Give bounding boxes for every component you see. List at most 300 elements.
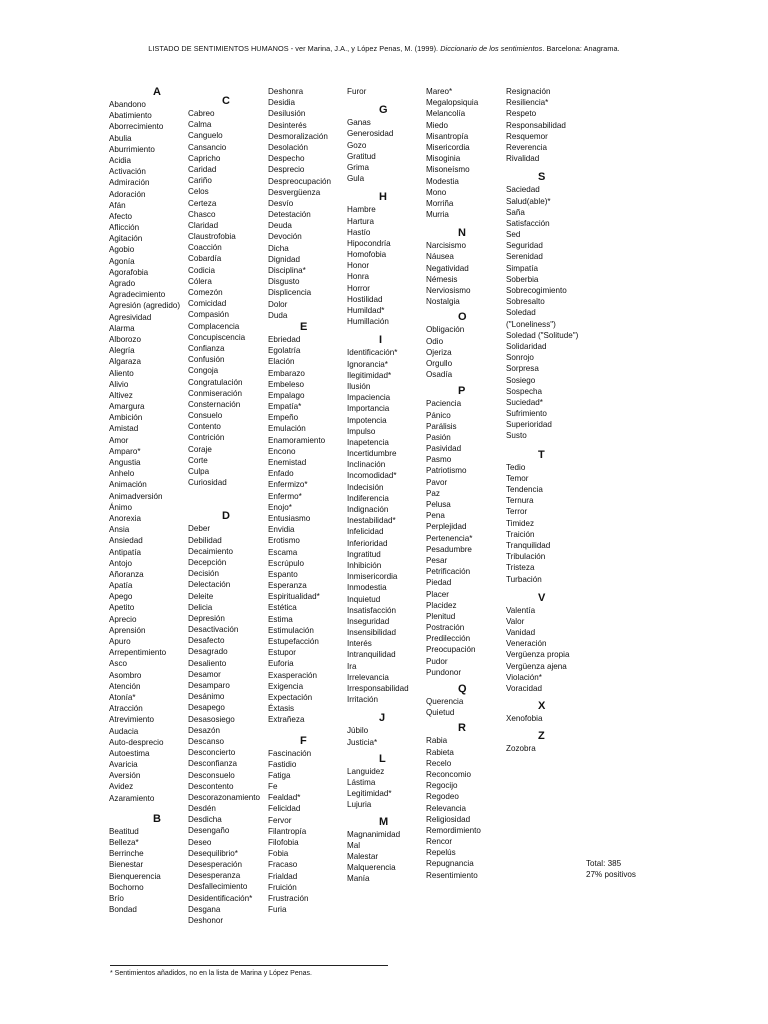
feeling-entry: Caridad [188, 164, 217, 174]
feeling-entry: Susto [506, 431, 527, 441]
feeling-entry: Autoestima [109, 748, 150, 758]
feeling-entry: Valentía [506, 605, 536, 615]
feeling-entry: Suciedad* [506, 397, 543, 407]
feeling-entry: Filofobia [268, 838, 299, 847]
feeling-entry: Encono [268, 446, 296, 456]
feeling-entry: Desamparo [188, 681, 230, 690]
feeling-entry: Inclinación [347, 460, 386, 470]
feeling-entry: Vergüenza propia [506, 650, 570, 660]
feeling-entry: Manía [347, 874, 370, 884]
feeling-entry: Ternura [506, 496, 534, 506]
feeling-entry: Beatitud [109, 826, 139, 836]
feeling-entry: Fastidio [268, 759, 297, 769]
feeling-entry: Honor [347, 261, 370, 271]
feeling-entry: Honra [347, 272, 370, 282]
feeling-entry: Animadversión [109, 491, 163, 501]
feeling-entry: Enfermizo* [268, 480, 308, 490]
feeling-entry: Relevancia [426, 803, 467, 813]
feeling-entry: Furia [268, 905, 287, 915]
feeling-entry: Solidaridad [506, 341, 547, 351]
feeling-entry: Impotencia [347, 415, 387, 425]
feeling-entry: Resignación [506, 87, 551, 96]
feeling-entry: Bochorno [109, 882, 144, 892]
feeling-entry: Irresponsabilidad [347, 684, 409, 693]
feeling-entry: Modestia [426, 176, 459, 186]
section-letter-m: M [379, 815, 389, 828]
section-letter-f: F [300, 734, 307, 747]
feeling-entry: Desprecio [268, 165, 305, 175]
feeling-entry: Misoginia [426, 154, 461, 164]
feeling-entry: Ilusión [347, 381, 371, 391]
section-letter-t: T [538, 448, 545, 461]
feeling-entry: Amistad [109, 424, 139, 434]
feeling-entry: Embeleso [268, 379, 304, 389]
feeling-entry: Reconcomio [426, 769, 471, 779]
feeling-entry: Emulación [268, 424, 306, 434]
feeling-entry: Furor [347, 87, 367, 96]
feeling-entry: Ebriedad [268, 334, 301, 344]
feeling-entry: Lujuria [347, 800, 372, 810]
feeling-entry: Desesperanza [188, 871, 241, 881]
feeling-entry: Avidez [109, 782, 134, 792]
feeling-entry: Predilección [426, 634, 471, 644]
feeling-entry: Azaramiento [109, 793, 155, 803]
section-spacer [506, 442, 578, 449]
feeling-entry: Inferioridad [347, 538, 388, 548]
feeling-entry: Megalopsiquia [426, 98, 479, 108]
feeling-entry: Estimulación [268, 625, 314, 635]
feeling-entry: Dignidad [268, 254, 300, 264]
feeling-entry: Codicia [188, 265, 215, 275]
feeling-entry: Desasosiego [188, 714, 235, 724]
feeling-entry: Complacencia [188, 321, 240, 331]
feeling-entry: Fealdad* [268, 793, 301, 803]
feeling-entry: Cariño [188, 176, 212, 186]
feeling-entry: Desfallecimiento [188, 882, 248, 892]
feeling-entry: Pasmo [426, 455, 452, 465]
feeling-entry: ("Loneliness") [506, 319, 556, 329]
feeling-entry: Querencia [426, 697, 464, 706]
section-letter-d: D [222, 510, 230, 523]
feeling-entry: Tribulación [506, 552, 546, 562]
section-spacer [188, 86, 260, 95]
feeling-entry: Agradecimiento [109, 290, 166, 300]
feeling-entry: Agresión (agredido) [109, 301, 181, 311]
section-spacer [506, 164, 578, 171]
column-2 [188, 86, 260, 926]
feeling-entry: Fervor [268, 815, 292, 825]
feeling-entry: Decisión [188, 569, 220, 579]
feeling-entry: Anorexia [109, 513, 141, 523]
feeling-entry: Impulso [347, 426, 376, 436]
feeling-entry: Mal [347, 840, 361, 850]
feeling-entry: Deshonra [268, 87, 304, 96]
feeling-entry: Agonía [109, 256, 135, 266]
feeling-entry: Cansancio [188, 142, 227, 152]
feeling-entry: Compasión [188, 310, 229, 320]
feeling-entry: Esperanza [268, 581, 307, 591]
feeling-entry: Empatía* [268, 402, 302, 412]
feeling-entry: Aprensión [109, 625, 146, 635]
feeling-entry: Desvío [268, 198, 294, 208]
feeling-entry: Insensibilidad [347, 628, 397, 638]
feeling-entry: Envidia [268, 525, 295, 535]
feeling-entry: Coraje [188, 444, 212, 454]
feeling-entry: Anhelo [109, 469, 135, 479]
feeling-entry: Desequilibrio* [188, 848, 238, 858]
feeling-entry: Hostilidad [347, 294, 383, 304]
feeling-entry: Certeza [188, 198, 217, 208]
feeling-entry: Desmoralización [268, 131, 328, 141]
feeling-entry: Pelusa [426, 500, 451, 509]
feeling-entry: Adoración [109, 189, 146, 199]
feeling-entry: Expectación [268, 692, 313, 702]
feeling-entry: Empalago [268, 390, 305, 400]
feeling-entry: Frustración [268, 893, 309, 903]
feeling-entry: Temor [506, 473, 529, 483]
feeling-entry: Pertenencia* [426, 533, 473, 543]
feeling-entry: Lástima [347, 777, 376, 787]
feeling-entry: Tendencia [506, 485, 543, 494]
feeling-entry: Ingratitud [347, 549, 381, 559]
feeling-entry: Consternación [188, 399, 241, 409]
feeling-entry: Veneración [506, 639, 547, 649]
feeling-entry: Fascinación [268, 748, 312, 758]
feeling-entry: Miedo [426, 120, 449, 130]
feeling-entry: Desidia [268, 98, 295, 108]
feeling-entry: Regocijo [426, 781, 458, 791]
feeling-entry: Desdicha [188, 815, 222, 825]
feeling-entry: Decaimiento [188, 546, 233, 556]
feeling-entry: Desagrado [188, 647, 228, 657]
feeling-entry: Devoción [268, 232, 302, 242]
feeling-entry: Seguridad [506, 241, 543, 251]
feeling-entry: Bondad [109, 905, 137, 915]
feeling-entry: Capricho [188, 153, 221, 163]
feeling-entry: Sobresalto [506, 297, 545, 307]
feeling-entry: Desaliento [188, 658, 227, 668]
feeling-entry: Pavor [426, 477, 448, 487]
feeling-entry: Simpatía [506, 263, 538, 273]
section-spacer [347, 184, 409, 191]
feeling-entry: Abulia [109, 133, 132, 143]
feeling-entry: Enojo* [268, 502, 292, 512]
feeling-entry: Ira [347, 661, 357, 671]
feeling-entry: Espiritualidad* [268, 592, 320, 602]
feeling-entry: Narcisismo [426, 241, 467, 251]
feeling-entry: Sed [506, 230, 521, 240]
feeling-entry: Indignación [347, 505, 389, 514]
feeling-entry: Justicia* [347, 737, 378, 747]
feeling-entry: Entusiasmo [268, 513, 311, 523]
feeling-entry: Afecto [109, 211, 132, 221]
feeling-entry: Asombro [109, 670, 142, 680]
column-5 [426, 86, 481, 881]
feeling-entry: Placer [426, 589, 449, 599]
feeling-entry: Perplejidad [426, 522, 467, 532]
feeling-entry: Disciplina* [268, 266, 306, 275]
feeling-entry: Agresividad [109, 312, 152, 322]
feeling-entry: Náusea [426, 252, 454, 262]
feeling-entry: Malquerencia [347, 863, 396, 873]
feeling-entry: Remordimiento [426, 825, 481, 835]
feeling-entry: Quietud [426, 708, 455, 718]
feeling-entry: Recelo [426, 758, 452, 768]
feeling-entry: Asco [109, 659, 127, 669]
feeling-entry: Extrañeza [268, 715, 305, 725]
feeling-entry: Desolación [268, 142, 309, 152]
feeling-entry: Aprecio [109, 614, 137, 624]
feeling-entry: Valor [506, 616, 525, 626]
feeling-entry: Enemistad [268, 458, 307, 467]
feeling-entry: Apetito [109, 603, 135, 613]
feeling-entry: Ánimo [109, 502, 132, 512]
feeling-entry: Desapego [188, 703, 225, 713]
feeling-entry: Ganas [347, 118, 371, 128]
feeling-entry: Fruición [268, 882, 297, 892]
feeling-entry: Preocupación [426, 645, 476, 655]
total-summary [586, 858, 636, 880]
feeling-entry: Fatiga [268, 770, 291, 780]
feeling-entry: Apatía [109, 581, 133, 591]
feeling-entry: Espanto [268, 569, 298, 579]
feeling-entry: Importancia [347, 404, 390, 414]
feeling-entry: Legitimidad* [347, 789, 392, 799]
feeling-entry: Hambre [347, 205, 376, 215]
feeling-entry: Turbación [506, 574, 542, 584]
feeling-entry: Nerviosismo [426, 286, 471, 295]
feeling-entry: Despreocupación [268, 176, 331, 186]
section-letter-c: C [222, 95, 230, 107]
feeling-entry: Infelicidad [347, 527, 384, 537]
feeling-entry: Delicia [188, 602, 213, 612]
feeling-entry: Sonrojo [506, 353, 534, 363]
feeling-entry: Fe [268, 782, 278, 792]
feeling-entry: Gula [347, 174, 365, 184]
feeling-entry: Berrinche [109, 849, 144, 859]
feeling-entry: Piedad [426, 578, 452, 588]
section-letter-e: E [300, 320, 308, 333]
feeling-entry: Estima [268, 614, 293, 624]
feeling-entry: Inseguridad [347, 616, 390, 626]
footnote: * Sentimientos añadidos, no en la lista de Marina y López Penas. [110, 970, 312, 977]
feeling-entry: Hartura [347, 216, 374, 226]
feeling-entry: Culpa [188, 467, 210, 476]
feeling-entry: Desgana [188, 904, 221, 914]
feeling-entry: Sosiego [506, 375, 536, 385]
section-letter-x: X [538, 700, 546, 713]
feeling-entry: Malestar [347, 851, 379, 861]
feeling-entry: Ambición [109, 413, 143, 423]
feeling-entry: Tedio [506, 462, 526, 472]
feeling-entry: Enfado [268, 469, 294, 479]
feeling-entry: Paciencia [426, 399, 462, 409]
feeling-entry: Terror [506, 507, 528, 517]
feeling-entry: Melancolía [426, 109, 466, 119]
feeling-entry: Pánico [426, 410, 451, 420]
feeling-entry: Petrificación [426, 567, 471, 577]
feeling-entry: Dolor [268, 299, 288, 309]
feeling-entry: Repugnancia [426, 859, 474, 869]
feeling-entry: Repelús [426, 848, 456, 858]
feeling-entry: Violación* [506, 672, 542, 682]
feeling-entry: Desinterés [268, 120, 307, 130]
feeling-entry: Desvergüenza [268, 187, 321, 197]
feeling-entry: Cabreo [188, 109, 215, 118]
feeling-entry: Gozo [347, 140, 367, 150]
section-letter-v: V [538, 591, 546, 604]
feeling-entry: Enfermo* [268, 491, 302, 501]
feeling-entry: Detestación [268, 210, 311, 220]
feeling-entry: Exigencia [268, 681, 304, 691]
feeling-entry: Apuro [109, 637, 131, 646]
feeling-entry: Aborrecimiento [109, 122, 164, 132]
feeling-entry: Identificación* [347, 348, 398, 358]
feeling-entry: Descanso [188, 736, 224, 746]
feeling-entry: Comicidad [188, 299, 227, 309]
feeling-entry: Desafecto [188, 636, 225, 646]
feeling-entry: Soledad ("Solitude") [506, 330, 579, 340]
feeling-entry: Soledad [506, 308, 536, 318]
section-letter-a: A [153, 86, 161, 98]
publisher-text: . Barcelona: Anagrama. [542, 44, 620, 53]
feeling-entry: Añoranza [109, 569, 144, 579]
feeling-entry: Pundonor [426, 667, 462, 677]
feeling-entry: Debilidad [188, 535, 222, 545]
feeling-entry: Celos [188, 187, 209, 197]
page-title [0, 44, 768, 53]
book-title: Diccionario de los sentimientos [440, 44, 543, 53]
feeling-entry: Vanidad [506, 628, 536, 638]
feeling-entry: Descorazonamiento [188, 792, 260, 802]
feeling-entry: Exasperación [268, 670, 318, 680]
feeling-entry: Impaciencia [347, 393, 391, 403]
feeling-entry: Gratitud [347, 151, 376, 161]
feeling-entry: Deleite [188, 591, 214, 601]
feeling-entry: Acidia [109, 155, 132, 165]
feeling-entry: Inapetencia [347, 437, 389, 447]
feeling-entry: Deshonor [188, 915, 224, 925]
feeling-entry: Sospecha [506, 386, 542, 396]
feeling-entry: Desconfianza [188, 759, 238, 769]
feeling-entry: Interés [347, 639, 372, 649]
feeling-entry: Responsabilidad [506, 120, 566, 130]
feeling-entry: Desengaño [188, 826, 230, 836]
feeling-entry: Deuda [268, 221, 292, 231]
feeling-entry: Respeto [506, 109, 537, 119]
feeling-entry: Pena [426, 511, 445, 521]
feeling-entry: Embarazo [268, 368, 305, 378]
column-4 [347, 86, 409, 884]
feeling-entry: Aversión [109, 771, 141, 781]
feeling-entry: Misantropía [426, 131, 469, 141]
feeling-entry: Escama [268, 547, 298, 557]
feeling-entry: Despecho [268, 154, 305, 164]
feeling-entry: Sorpresa [506, 364, 539, 374]
feeling-entry: Zozobra [506, 744, 536, 754]
feeling-entry: Abatimiento [109, 111, 152, 121]
feeling-entry: Misoneísmo [426, 165, 470, 175]
feeling-entry: Inestabilidad* [347, 516, 396, 526]
title-text: LISTADO DE SENTIMIENTOS HUMANOS - ver Marina, J.A., y López Penas, M. (1999). [148, 44, 439, 53]
feeling-entry: Nostalgia [426, 297, 460, 307]
feeling-entry: Satisfacción [506, 218, 550, 228]
column-3 [268, 86, 331, 915]
feeling-entry: Patriotismo [426, 466, 467, 476]
feeling-entry: Magnanimidad [347, 829, 401, 839]
feeling-entry: Misericordia [426, 142, 470, 152]
feeling-entry: Alivio [109, 379, 129, 389]
feeling-entry: Consuelo [188, 411, 223, 421]
feeling-entry: Desidentificación* [188, 893, 253, 903]
feeling-entry: Comezón [188, 288, 223, 297]
feeling-entry: Congoja [188, 366, 219, 376]
total-count: Total: 385 [586, 859, 622, 868]
feeling-entry: Bienestar [109, 860, 144, 870]
feeling-entry: Soberbia [506, 274, 539, 284]
feeling-entry: Desánimo [188, 692, 225, 702]
section-letter-b: B [153, 812, 161, 825]
feeling-entry: Atonía* [109, 692, 136, 702]
feeling-entry: Amor [109, 435, 129, 445]
section-letter-z: Z [538, 730, 545, 743]
section-letter-o: O [458, 311, 467, 324]
feeling-entry: Ilegitimidad* [347, 370, 392, 380]
feeling-entry: Osadía [426, 370, 453, 380]
feeling-entry: Inmisericordia [347, 572, 398, 582]
feeling-entry: Enamoramiento [268, 435, 326, 445]
feeling-entry: Xenofobia [506, 714, 543, 724]
feeling-entry: Confianza [188, 343, 225, 353]
section-letter-n: N [458, 227, 466, 240]
section-letter-p: P [458, 385, 466, 398]
feeling-entry: Cobardía [188, 254, 222, 264]
feeling-entry: Tristeza [506, 563, 535, 573]
feeling-entry: Aflicción [109, 223, 140, 233]
feeling-entry: Rabieta [426, 747, 454, 757]
feeling-entry: Sufrimiento [506, 409, 547, 419]
section-letter-j: J [379, 712, 386, 725]
feeling-entry: Ansiedad [109, 536, 143, 546]
feeling-entry: Euforia [268, 659, 294, 669]
section-letter-r: R [458, 722, 466, 735]
feeling-entry: Claridad [188, 220, 219, 230]
feeling-entry: Némesis [426, 274, 458, 284]
feeling-entry: Fracaso [268, 860, 298, 870]
feeling-entry: Odio [426, 336, 444, 346]
feeling-entry: Pesar [426, 555, 448, 565]
section-spacer [347, 97, 409, 104]
column-6 [506, 86, 578, 755]
feeling-entry: Bienquerencia [109, 871, 161, 881]
feeling-entry: Estética [268, 603, 297, 613]
feeling-entry: Agitación [109, 234, 143, 244]
feeling-entry: Descontento [188, 781, 234, 791]
feeling-entry: Claustrofobia [188, 232, 236, 242]
feeling-entry: Intranquilidad [347, 650, 396, 660]
feeling-entry: Inhibición [347, 560, 382, 570]
feeling-entry: Inmodestia [347, 583, 387, 593]
section-spacer [426, 220, 481, 227]
feeling-entry: Obligación [426, 325, 465, 335]
feeling-entry: Brío [109, 893, 124, 903]
feeling-entry: Incertidumbre [347, 449, 397, 459]
feeling-entry: Pasividad [426, 444, 462, 454]
feeling-entry: Atracción [109, 704, 143, 714]
feeling-entry: Desdén [188, 804, 216, 814]
feeling-entry: Regodeo [426, 792, 459, 802]
feeling-entry: Belleza* [109, 838, 139, 847]
